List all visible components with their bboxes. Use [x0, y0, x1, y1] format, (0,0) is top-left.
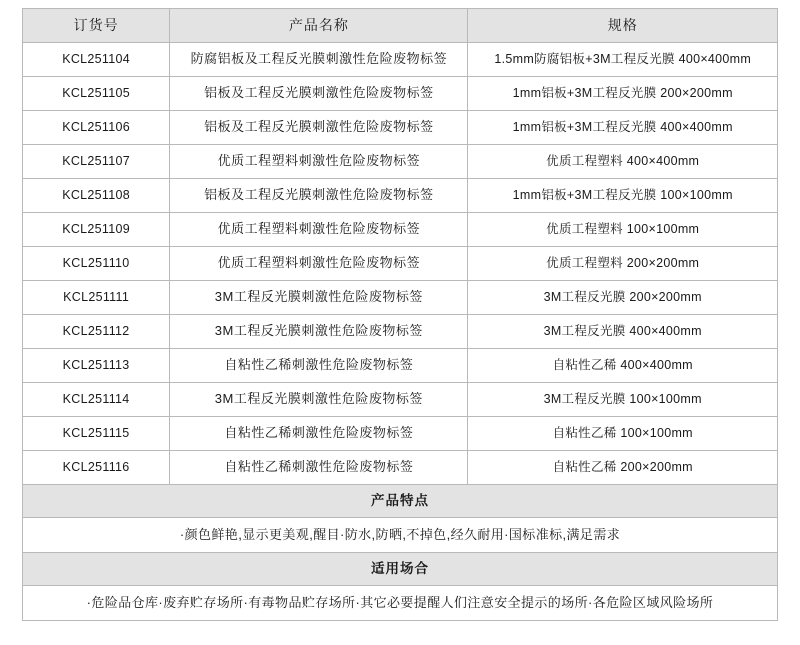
cell-name: 铝板及工程反光膜刺激性危险废物标签	[170, 77, 468, 111]
table-row	[23, 451, 778, 485]
cell-name: 自粘性乙稀刺激性危险废物标签	[170, 417, 468, 451]
cell-name: 铝板及工程反光膜刺激性危险废物标签	[170, 111, 468, 145]
cell-spec: 3M工程反光膜 200×200mm	[468, 281, 778, 315]
cell-code: KCL251116	[23, 451, 170, 485]
cell-spec: 自粘性乙稀 200×200mm	[468, 451, 778, 485]
table-row	[23, 315, 778, 349]
cell-spec: 优质工程塑料 400×400mm	[468, 145, 778, 179]
cell-code: KCL251106	[23, 111, 170, 145]
table-row	[23, 77, 778, 111]
cell-code: KCL251107	[23, 145, 170, 179]
cell-name: 自粘性乙稀刺激性危险废物标签	[170, 349, 468, 383]
cell-code: KCL251112	[23, 315, 170, 349]
section-header-features	[23, 485, 778, 518]
table-row	[23, 213, 778, 247]
table-row	[23, 43, 778, 77]
cell-name: 优质工程塑料刺激性危险废物标签	[170, 145, 468, 179]
table-header-row	[23, 9, 778, 43]
product-table	[22, 8, 778, 621]
cell-name: 防腐铝板及工程反光膜刺激性危险废物标签	[170, 43, 468, 77]
table-row	[23, 111, 778, 145]
cell-spec: 1.5mm防腐铝板+3M工程反光膜 400×400mm	[468, 43, 778, 77]
cell-spec: 1mm铝板+3M工程反光膜 200×200mm	[468, 77, 778, 111]
section-header-applications	[23, 553, 778, 586]
table-row	[23, 145, 778, 179]
cell-spec: 1mm铝板+3M工程反光膜 400×400mm	[468, 111, 778, 145]
cell-code: KCL251104	[23, 43, 170, 77]
section-content-features: ·颜色鲜艳,显示更美观,醒目·防水,防晒,不掉色,经久耐用·国标准标,满足需求	[23, 518, 778, 553]
section-title-applications: 适用场合	[23, 553, 778, 586]
section-content-applications: ·危险品仓库·废弃贮存场所·有毒物品贮存场所·其它必要提醒人们注意安全提示的场所·各危险区域风险场所	[23, 586, 778, 621]
cell-name: 铝板及工程反光膜刺激性危险废物标签	[170, 179, 468, 213]
cell-spec: 3M工程反光膜 100×100mm	[468, 383, 778, 417]
cell-code: KCL251105	[23, 77, 170, 111]
product-spec-sheet	[22, 8, 778, 621]
cell-spec: 优质工程塑料 100×100mm	[468, 213, 778, 247]
cell-spec: 自粘性乙稀 100×100mm	[468, 417, 778, 451]
cell-spec: 3M工程反光膜 400×400mm	[468, 315, 778, 349]
table-row	[23, 179, 778, 213]
table-row	[23, 281, 778, 315]
cell-code: KCL251113	[23, 349, 170, 383]
cell-name: 优质工程塑料刺激性危险废物标签	[170, 247, 468, 281]
table-row	[23, 383, 778, 417]
table-row	[23, 247, 778, 281]
cell-name: 自粘性乙稀刺激性危险废物标签	[170, 451, 468, 485]
cell-name: 3M工程反光膜刺激性危险废物标签	[170, 281, 468, 315]
cell-code: KCL251111	[23, 281, 170, 315]
cell-code: KCL251108	[23, 179, 170, 213]
section-content-applications-row	[23, 586, 778, 621]
cell-code: KCL251110	[23, 247, 170, 281]
cell-name: 优质工程塑料刺激性危险废物标签	[170, 213, 468, 247]
column-header-spec: 规格	[468, 9, 778, 43]
section-content-features-row	[23, 518, 778, 553]
table-row	[23, 417, 778, 451]
column-header-name: 产品名称	[170, 9, 468, 43]
cell-spec: 1mm铝板+3M工程反光膜 100×100mm	[468, 179, 778, 213]
cell-spec: 优质工程塑料 200×200mm	[468, 247, 778, 281]
cell-code: KCL251114	[23, 383, 170, 417]
table-header	[23, 9, 778, 43]
table-row	[23, 349, 778, 383]
cell-name: 3M工程反光膜刺激性危险废物标签	[170, 315, 468, 349]
cell-name: 3M工程反光膜刺激性危险废物标签	[170, 383, 468, 417]
table-body	[23, 43, 778, 621]
cell-code: KCL251109	[23, 213, 170, 247]
section-title-features: 产品特点	[23, 485, 778, 518]
cell-spec: 自粘性乙稀 400×400mm	[468, 349, 778, 383]
column-header-code: 订货号	[23, 9, 170, 43]
cell-code: KCL251115	[23, 417, 170, 451]
